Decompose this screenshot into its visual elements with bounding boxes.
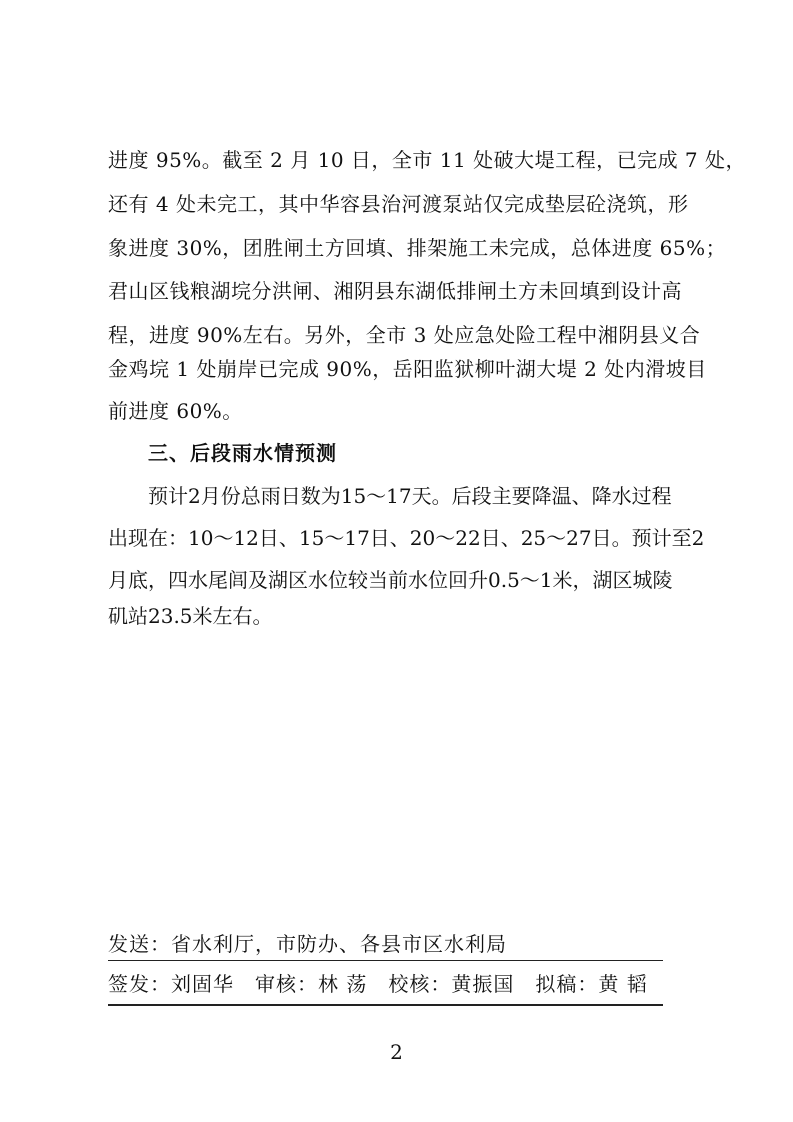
page-number: 2 bbox=[390, 1040, 403, 1064]
paragraph-line: 还有 4 处未完工，其中华容县治河渡泵站仅完成垫层砼浇筑，形 bbox=[108, 192, 689, 216]
paragraph-line: 出现在：10～12日、15～17日、20～22日、25～27日。预计至2 bbox=[108, 526, 705, 550]
distribution-line: 发送：省水利厅，市防办、各县市区水利局 bbox=[108, 932, 507, 956]
paragraph-line: 月底，四水尾闾及湖区水位较当前水位回升0.5～1米，湖区城陵 bbox=[108, 568, 673, 592]
paragraph-line: 预计2月份总雨日数为15～17天。后段主要降温、降水过程 bbox=[148, 484, 672, 508]
paragraph-line: 君山区钱粮湖垸分洪闸、湘阴县东湖低排闸土方未回填到设计高 bbox=[108, 279, 682, 303]
paragraph-line: 程，进度 90%左右。另外，全市 3 处应急处险工程中湘阴县义合 bbox=[108, 323, 701, 347]
paragraph-line: 前进度 60%。 bbox=[108, 399, 243, 423]
paragraph-line: 象进度 30%，团胜闸土方回填、排架施工未完成，总体进度 65%； bbox=[108, 236, 727, 260]
paragraph-line: 金鸡垸 1 处崩岸已完成 90%，岳阳监狱柳叶湖大堤 2 处内滑坡目 bbox=[108, 357, 707, 381]
footer-bottom-rule bbox=[108, 1004, 663, 1006]
section-heading: 三、后段雨水情预测 bbox=[148, 441, 337, 465]
footer-divider bbox=[108, 960, 663, 961]
paragraph-line: 进度 95%。截至 2 月 10 日，全市 11 处破大堤工程，已完成 7 处， bbox=[108, 148, 747, 172]
paragraph-line: 矶站23.5米左右。 bbox=[108, 604, 273, 628]
signoff-line: 签发：刘固华 审核：林 荡 校核：黄振国 拟稿：黄 韬 bbox=[108, 972, 648, 996]
